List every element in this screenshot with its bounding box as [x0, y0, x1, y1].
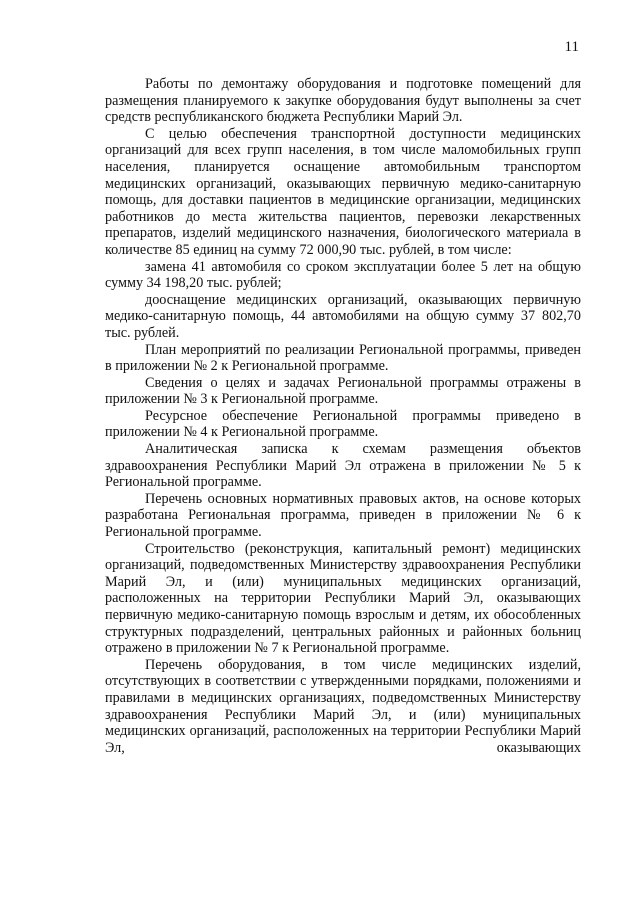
paragraph-transport-availability: С целью обеспечения транспортной доступности медицинских организаций для всех групп населения, в том числе маломобильных групп населения, планируется оснащение автомобильным транспортом медицинских организаций, оказывающих первичную медико-санитарную помощь, для доставки пациентов в медицинские организации, медицинских работников до места жительства пациентов, перевозки лекарственных препаратов, изделий медицинского назначения, биологического материала в количестве 85 единиц на сумму 72 000,90 тыс. рублей, в том числе:	[105, 125, 581, 258]
paragraph-goals-objectives: Сведения о целях и задачах Региональной программы отражены в приложении № 3 к Региональной программе.	[105, 374, 581, 408]
paragraph-action-plan: План мероприятий по реализации Региональной программы, приведен в приложении № 2 к Региональной программе.	[105, 341, 581, 375]
paragraph-construction: Строительство (реконструкция, капитальный ремонт) медицинских организаций, подведомственных Министерству здравоохранения Республики Марий Эл, и (или) муниципальных медицинских организаций, расположенных на территории Республики Марий Эл, оказывающих первичную медико-санитарную помощь взрослым и детям, их обособленных структурных подразделений, центральных районных и районных больниц отражено в приложении № 7 к Региональной программе.	[105, 540, 581, 657]
paragraph-vehicle-replacement: замена 41 автомобиля со сроком эксплуатации более 5 лет на общую сумму 34 198,20 тыс. рублей;	[105, 258, 581, 292]
paragraph-legal-acts: Перечень основных нормативных правовых актов, на основе которых разработана Региональная программа, приведен в приложении № 6 к Региональной программе.	[105, 490, 581, 541]
paragraph-resource-support: Ресурсное обеспечение Региональной программы приведено в приложении № 4 к Региональной программе.	[105, 407, 581, 441]
document-body	[105, 76, 581, 756]
paragraph-vehicle-additional: дооснащение медицинских организаций, оказывающих первичную медико-санитарную помощь, 44 автомобилями на общую сумму 37 802,70 тыс. рублей.	[105, 291, 581, 341]
paragraph-analytical-note: Аналитическая записка к схемам размещения объектов здравоохранения Республики Марий Эл отражена в приложении № 5 к Региональной программе.	[105, 441, 581, 491]
paragraph-dismantling: Работы по демонтажу оборудования и подготовке помещений для размещения планируемого к закупке оборудования будут выполнены за счет средств республиканского бюджета Республики Марий Эл.	[105, 76, 581, 126]
paragraph-equipment-list: Перечень оборудования, в том числе медицинских изделий, отсутствующих в соответствии с утвержденными порядками, положениями и правилами в медицинских организациях, подведомственных Министерству здравоохранения Республики Марий Эл, и (или) муниципальных медицинских организаций, расположенных на территории Республики Марий Эл, оказывающих	[105, 656, 581, 756]
page-number: 11	[564, 39, 579, 55]
